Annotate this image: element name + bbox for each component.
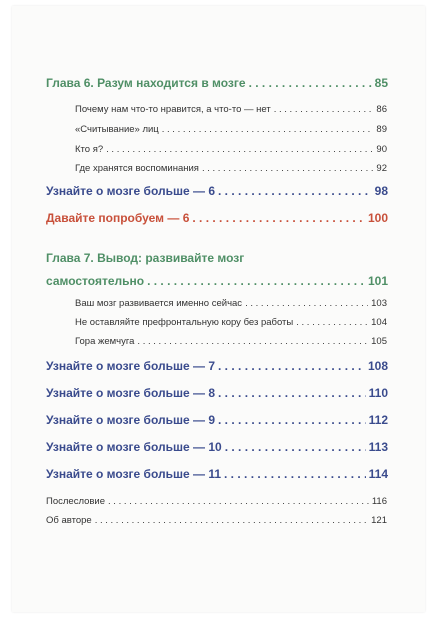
toc-leader-dots [218, 359, 365, 373]
toc-entry-title: Об авторе [46, 515, 92, 526]
toc-leader-dots [249, 76, 372, 90]
toc-more-8[interactable] [46, 386, 388, 400]
toc-chapter-7[interactable] [46, 274, 388, 288]
toc-page-number: 104 [371, 317, 387, 328]
toc-entry-title: Узнайте о мозге больше — 8 [46, 386, 216, 400]
toc-leader-dots [147, 274, 365, 288]
toc-entry-title: Узнайте о мозге больше — 7 [46, 359, 216, 373]
toc-leader-dots [218, 386, 366, 400]
toc-leader-dots [137, 336, 368, 347]
toc-page-number: 114 [368, 467, 388, 481]
toc-page-number: 112 [368, 413, 388, 427]
toc-page-number: 98 [374, 184, 388, 198]
toc-leader-dots [225, 440, 366, 454]
toc-leader-dots [95, 515, 368, 526]
toc-page-number: 85 [374, 76, 388, 90]
toc-leader-dots [218, 413, 366, 427]
toc-leader-dots [162, 124, 374, 135]
toc-leader-dots [218, 184, 372, 198]
toc-more-6[interactable] [46, 184, 388, 198]
toc-leader-dots [106, 144, 373, 155]
toc-page-number: 108 [367, 359, 388, 373]
toc-page-number: 86 [376, 104, 387, 115]
toc-chapter-7-title-line1[interactable]: Глава 7. Вывод: развивайте мозг [46, 251, 245, 265]
toc-entry-title: Давайте попробуем — 6 [46, 211, 190, 225]
toc-entry-title: Узнайте о мозге больше — 9 [46, 413, 216, 427]
toc-entry-title: Узнайте о мозге больше — 6 [46, 184, 216, 198]
toc-page-number: 92 [376, 163, 387, 174]
toc-page-number: 101 [367, 274, 388, 288]
toc-leader-dots [296, 317, 368, 328]
toc-about-author[interactable] [46, 515, 387, 526]
toc-page-number: 121 [371, 515, 387, 526]
toc-leader-dots [108, 496, 369, 507]
book-page [12, 6, 425, 612]
toc-entry-title: Гора жемчуга [75, 336, 135, 347]
toc-entry-title: Узнайте о мозге больше — 11 [46, 467, 222, 481]
toc-item[interactable] [75, 144, 387, 155]
toc-entry-title: Где хранятся воспоминания [75, 163, 199, 174]
toc-leader-dots [274, 104, 374, 115]
toc-entry-title: «Считывание» лиц [75, 124, 159, 135]
toc-page-number: 100 [367, 211, 388, 225]
toc-leader-dots [245, 298, 368, 309]
toc-more-10[interactable] [46, 440, 388, 454]
toc-page-number: 105 [371, 336, 387, 347]
toc-page-number: 113 [368, 440, 388, 454]
toc-entry-title: Почему нам что-то нравится, а что-то — нет [75, 104, 271, 115]
toc-page-number: 110 [368, 386, 388, 400]
toc-entry-title: Глава 6. Разум находится в мозге [46, 76, 246, 90]
toc-entry-title: Кто я? [75, 144, 104, 155]
toc-item[interactable] [75, 317, 387, 328]
toc-item[interactable] [75, 336, 387, 347]
toc-chapter-6[interactable] [46, 76, 388, 90]
toc-leader-dots [192, 211, 365, 225]
toc-leader-dots [202, 163, 373, 174]
toc-item[interactable] [75, 298, 387, 309]
toc-page-number: 89 [376, 124, 387, 135]
toc-entry-title: Послесловие [46, 496, 106, 507]
toc-item[interactable] [75, 163, 387, 174]
toc-item[interactable] [75, 124, 387, 135]
toc-page-number: 116 [371, 496, 387, 507]
toc-entry-title: самостоятельно [46, 274, 145, 288]
toc-entry-title: Ваш мозг развивается именно сейчас [75, 298, 243, 309]
toc-entry-title: Не оставляйте префронтальную кору без работы [75, 317, 294, 328]
toc-more-9[interactable] [46, 413, 388, 427]
toc-item[interactable] [75, 104, 387, 115]
toc-page-number: 103 [371, 298, 387, 309]
toc-entry-title: Узнайте о мозге больше — 10 [46, 440, 222, 454]
toc-try-6[interactable] [46, 211, 388, 225]
toc-more-11[interactable] [46, 467, 388, 481]
toc-afterword[interactable] [46, 496, 387, 507]
toc-page-number: 90 [376, 144, 387, 155]
toc-leader-dots [224, 467, 366, 481]
toc-more-7[interactable] [46, 359, 388, 373]
